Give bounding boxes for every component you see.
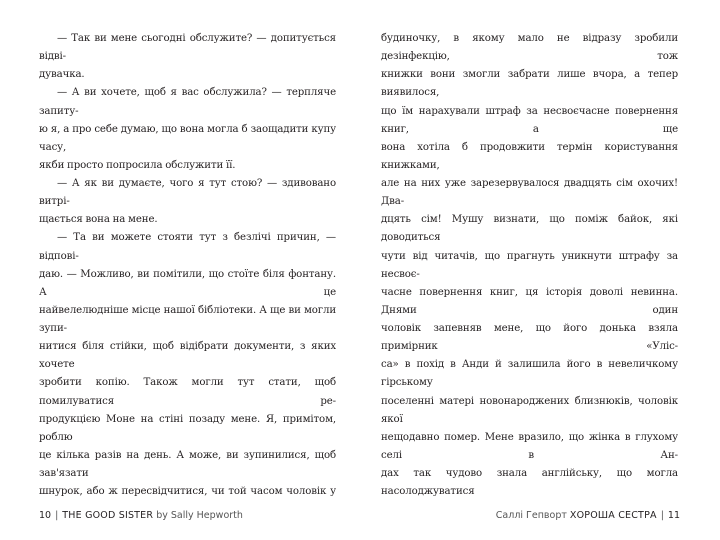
text-line: вона хотіла б продовжити термін користування книжками,: [381, 141, 678, 171]
text-line: — А ви хочете, щоб я вас обслужила? — терпляче запиту-: [39, 87, 336, 117]
text-line: дах так чудово знала англійську, що могла насолоджуватися: [381, 468, 678, 498]
left-page-footer: [39, 510, 243, 521]
text-line: що їм нарахували штраф за несвоєчасне повернення книг, а ще: [381, 105, 678, 135]
text-line: найвелелюдніше місце нашої бібліотеки. А ще ви могли зупи-: [39, 304, 336, 334]
page-number: 11: [667, 510, 680, 521]
text-line: шнурок, або ж пересвідчитися, чи той часом чоловік у: [39, 486, 336, 498]
text-line: — Так ви мене сьогодні обслужите? — допитується відві-: [39, 33, 336, 63]
page-number: 10: [39, 510, 52, 521]
right-page: [381, 30, 678, 504]
text-line: зробити копію. Також могли тут стати, щоб помилуватися ре-: [39, 377, 336, 407]
text-line: але на них уже зарезервувалося двадцять сім охочих! Два-: [381, 178, 678, 208]
text-line: книжки вони змогли забрати лише вчора, а тепер виявилося,: [381, 69, 678, 99]
footer-divider: |: [660, 510, 664, 521]
left-page: [39, 30, 336, 504]
text-line: чути від читачів, що прагнуть уникнути штрафу за несвоє-: [381, 250, 678, 280]
text-line: дувачка.: [39, 69, 85, 81]
text-line: чоловік запевняв мене, що його донька взяла примірник «Уліс-: [381, 323, 678, 353]
text-line: якби просто попросила обслужити її.: [39, 159, 236, 171]
footer-divider: |: [55, 510, 59, 521]
text-line: будиночку, в якому мало не відразу зробили дезінфекцію, тож: [381, 33, 678, 63]
text-line: нитися біля стійки, щоб відібрати документи, з яких хочете: [39, 341, 336, 371]
text-line: продукцією Моне на стіні позаду мене. Я, примітом, роблю: [39, 413, 336, 443]
text-line: щається вона на мене.: [39, 214, 158, 226]
book-title: ХОРОША СЕСТРА: [569, 510, 657, 521]
text-line: — Та ви можете стояти тут з безлічі причин, — відпові-: [39, 232, 336, 262]
book-title: THE GOOD SISTER: [62, 510, 154, 521]
text-line: це кілька разів на день. А може, ви зупинилися, щоб зав'язати: [39, 449, 336, 479]
right-page-footer: [496, 510, 680, 521]
text-line: — А як ви думаєте, чого я тут стою? — здивовано витрі-: [39, 178, 336, 208]
text-line: поселенні матері новонароджених близнюків, чоловік якої: [381, 395, 678, 425]
text-line: са» в похід в Анди й залишила його в невеличкому гірському: [381, 359, 678, 389]
author-name: Саллі Гепворт: [495, 510, 567, 521]
text-line: ю я, а про себе думаю, що вона могла б заощадити купу часу,: [39, 123, 336, 153]
text-line: дцять сім! Мушу визнати, що поміж байок, які доводиться: [381, 214, 678, 244]
text-line: даю. — Можливо, ви помітили, що стоїте біля фонтану. А це: [39, 268, 336, 298]
text-line: [381, 501, 678, 504]
author-name: by Sally Hepworth: [156, 510, 243, 521]
text-line: нещодавно помер. Мене вразило, що жінка в глухому селі в Ан-: [381, 431, 678, 461]
text-line: часне повернення книг, ця історія доволі невинна. Днями один: [381, 286, 678, 316]
